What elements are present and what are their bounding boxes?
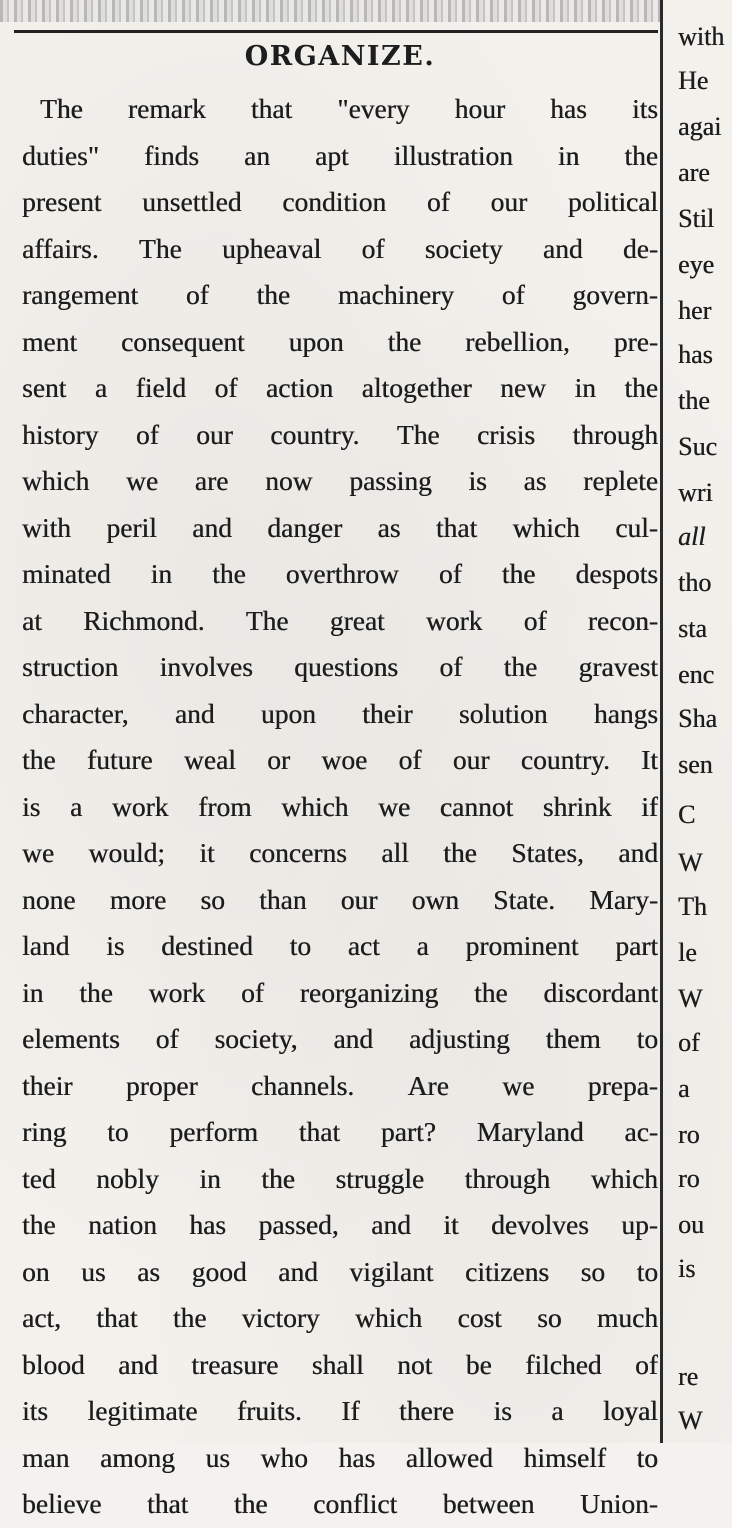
adjacent-column-fragment-text: are — [678, 158, 710, 187]
article-line: ring to perform that part? Maryland ac- — [22, 1116, 658, 1147]
article-line: duties" finds an apt illustration in the — [22, 139, 658, 171]
article-line: the future weal or woe of our country. It — [22, 744, 658, 775]
adjacent-column-fragment-text: re — [678, 1362, 699, 1391]
masthead-fragment — [0, 0, 660, 22]
adjacent-column-fragment-text: Stil — [678, 204, 715, 233]
adjacent-column-fragment-text: tho — [678, 568, 712, 597]
article-line: the nation has passed, and it devolves up- — [22, 1209, 658, 1240]
article-line: is a work from which we cannot shrink if — [22, 790, 658, 822]
article-line: minated in the overthrow of the despots — [22, 558, 658, 589]
adjacent-column-fragment-text: is — [678, 1254, 696, 1283]
adjacent-column-fragment-text: the — [678, 386, 710, 415]
adjacent-column-fragment-text: Suc — [678, 432, 717, 461]
article-line: believe that the conflict between Union- — [22, 1488, 658, 1519]
adjacent-column-fragment-text: eye — [678, 250, 715, 279]
adjacent-column-fragment-text: agai — [678, 112, 722, 141]
column-divider — [660, 0, 663, 1443]
adjacent-column-fragment-text: enc — [678, 660, 715, 689]
article-line: its legitimate fruits. If there is a loyal — [22, 1395, 658, 1426]
adjacent-column-fragment-text: wri — [678, 478, 713, 507]
article-line: affairs. The upheaval of society and de- — [22, 232, 658, 264]
article-line: at Richmond. The great work of recon- — [22, 604, 658, 636]
adjacent-column-fragment-text: all — [678, 522, 706, 551]
adjacent-column-fragment — [670, 0, 732, 1443]
article-line: on us as good and vigilant citizens so to — [22, 1255, 658, 1287]
adjacent-column-fragment-text: W — [678, 848, 703, 877]
adjacent-column-fragment-text: sen — [678, 750, 713, 779]
article-line: ted nobly in the struggle through which — [22, 1162, 658, 1194]
adjacent-column-fragment-text: sta — [678, 614, 707, 643]
article-line: blood and treasure shall not be filched of — [22, 1348, 658, 1380]
article-line: character, and upon their solution hangs — [22, 697, 658, 729]
adjacent-column-fragment-text: ou — [678, 1210, 704, 1239]
article-body — [22, 86, 658, 1528]
column-rule — [14, 30, 658, 33]
article-line: history of our country. The crisis through — [22, 418, 658, 450]
article-line: struction involves questions of the gravest — [22, 651, 658, 682]
article-line: their proper channels. Are we prepa- — [22, 1069, 658, 1101]
adjacent-column-fragment-text: W — [678, 984, 703, 1013]
article-line: with peril and danger as that which cul- — [22, 511, 658, 543]
adjacent-column-fragment-text: le — [678, 938, 697, 967]
article-line: in the work of reorganizing the discordant — [22, 976, 658, 1008]
adjacent-column-fragment-text: ro — [678, 1164, 700, 1193]
article-line: ment consequent upon the rebellion, pre- — [22, 325, 658, 357]
article-line: which we are now passing is as replete — [22, 465, 658, 496]
article-line: act, that the victory which cost so much — [22, 1302, 658, 1333]
adjacent-column-fragment-text: Sha — [678, 704, 717, 733]
article-line: present unsettled condition of our political — [22, 186, 658, 217]
article-line: sent a field of action altogether new in the — [22, 372, 658, 403]
adjacent-column-fragment-text: Th — [678, 892, 707, 921]
article-line: we would; it concerns all the States, and — [22, 837, 658, 868]
article-headline: ORGANIZE. — [244, 41, 436, 72]
adjacent-column-fragment-text: with — [678, 22, 725, 51]
adjacent-column-fragment-text: has — [678, 340, 713, 369]
article-column — [22, 40, 658, 1528]
adjacent-column-fragment-text: her — [678, 296, 712, 325]
article-line: The remark that "every hour has its — [40, 93, 658, 124]
adjacent-column-fragment-text: C — [678, 800, 696, 829]
adjacent-column-fragment-text: ro — [678, 1120, 700, 1149]
adjacent-column-fragment-text: a — [678, 1074, 690, 1103]
adjacent-column-fragment-text: W — [678, 1406, 703, 1435]
article-line: land is destined to act a prominent part — [22, 930, 658, 961]
article-line: man among us who has allowed himself to — [22, 1441, 658, 1473]
adjacent-column-fragment-text: He — [678, 66, 709, 95]
article-line: none more so than our own State. Mary- — [22, 883, 658, 915]
article-line: rangement of the machinery of govern- — [22, 279, 658, 310]
adjacent-column-fragment-text: of — [678, 1028, 700, 1057]
article-line: elements of society, and adjusting them to — [22, 1023, 658, 1054]
